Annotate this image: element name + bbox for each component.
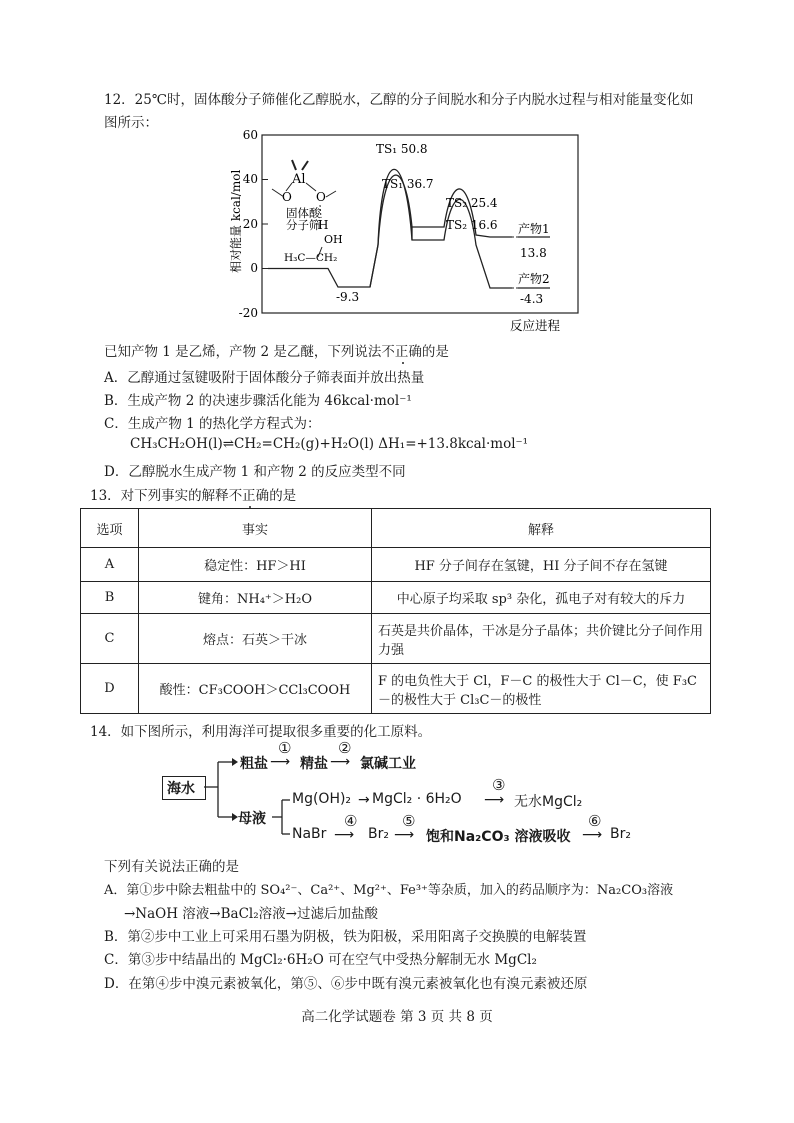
mg-oh2: Mg(OH)₂ <box>292 791 352 807</box>
table-row: D 酸性：CF₃COOH＞CCl₃COOH F 的电负性大于 Cl，F－C 的极性大于 Cl－C，使 F₃C－的极性大于 Cl₃C－的极性 <box>81 664 711 714</box>
chlor-alkali: 氯碱工业 <box>360 756 416 772</box>
na2co3-absorb: 饱和Na₂CO₃ 溶液吸收 <box>426 829 571 845</box>
svg-text:O: O <box>282 190 292 204</box>
svg-text:Al: Al <box>292 172 306 187</box>
x-axis-label: 反应进程 <box>510 318 561 333</box>
crude-salt: 粗盐 <box>240 756 268 772</box>
nabr: NaBr <box>292 826 327 842</box>
step2-marker: ② <box>338 739 352 757</box>
q12-stem-line1: 12．25℃时，固体酸分子筛催化乙醇脱水，乙醇的分子间脱水和分子内脱水过程与相对能量变化如 <box>104 92 694 108</box>
step5-marker: ⑤ <box>402 812 416 830</box>
ytick-20: 20 <box>242 217 258 231</box>
ts2-upper-label: TS₂ 25.4 <box>446 196 498 210</box>
seawater-box: 海水 <box>162 776 206 800</box>
q12-question: 已知产物 1 是乙烯，产物 2 是乙醚，下列说法不正确的是 <box>104 344 449 360</box>
catalyst-structure <box>272 160 343 264</box>
svg-text:固体酸: 固体酸 <box>286 206 321 220</box>
mgcl2-hydrate: MgCl₂ · 6H₂O <box>372 791 462 807</box>
mother-liquor: 母液 <box>238 811 266 827</box>
svg-text:O: O <box>316 190 326 204</box>
svg-text:H: H <box>318 218 329 232</box>
intermediate-label: -9.3 <box>336 290 360 304</box>
q14-option-a-cont: →NaOH 溶液→BaCl₂溶液→过滤后加盐酸 <box>124 906 378 922</box>
energy-diagram <box>200 125 600 335</box>
ts2-lower-label: TS₂ 16.6 <box>446 218 498 232</box>
q12-option-c-equation: CH₃CH₂OH(l)⇌CH₂=CH₂(g)+H₂O(l) ΔH₁=+13.8kcal·mol⁻¹ <box>130 436 529 452</box>
step6-marker: ⑥ <box>588 812 602 830</box>
product1-value: 13.8 <box>520 246 547 260</box>
header-fact: 事实 <box>139 509 372 548</box>
step4-marker: ④ <box>344 812 358 830</box>
table-row: A 稳定性：HF＞HI HF 分子间存在氢键，HI 分子间不存在氢键 <box>81 548 711 582</box>
step3-marker: ③ <box>492 776 506 794</box>
step1-marker: ① <box>278 739 292 757</box>
table-row: C 熔点：石英＞干冰 石英是共价晶体，干冰是分子晶体；共价键比分子间作用力强 <box>81 614 711 664</box>
svg-text:H₃C—CH₂: H₃C—CH₂ <box>284 252 338 264</box>
q12-option-d: D．乙醇脱水生成产物 1 和产物 2 的反应类型不同 <box>104 464 406 480</box>
product1-name: 产物1 <box>518 222 550 236</box>
header-option: 选项 <box>81 509 139 548</box>
header-explanation: 解释 <box>372 509 711 548</box>
q14-stem: 14．如下图所示，利用海洋可提取很多重要的化工原料。 <box>90 724 432 740</box>
ytick-60: 60 <box>242 128 258 142</box>
page-footer: 高二化学试题卷 第 3 页 共 8 页 <box>301 1009 493 1025</box>
curve-upper-ts1 <box>370 175 412 287</box>
q14-option-b: B．第②步中工业上可采用石墨为阴极，铁为阳极，采用阳离子交换膜的电解装置 <box>104 929 587 945</box>
facts-table <box>80 508 711 714</box>
q13-stem: 13．对下列事实的解释不正确的是 <box>90 488 297 504</box>
ts1-upper-label: TS₁ 50.8 <box>376 142 428 156</box>
table-row: B 键角：NH₄⁺＞H₂O 中心原子均采取 sp³ 杂化，孤电子对有较大的斥力 <box>81 582 711 614</box>
y-axis-label: 相对能量 kcal/mol <box>229 169 243 273</box>
refined-salt: 精盐 <box>300 756 328 772</box>
svg-text:OH: OH <box>324 233 343 246</box>
svg-text:分子筛: 分子筛 <box>286 218 321 232</box>
ytick-40: 40 <box>242 172 258 186</box>
q12-option-c: C．生成产物 1 的热化学方程式为： <box>104 416 321 432</box>
q14-option-c: C．第③步中结晶出的 MgCl₂·6H₂O 可在空气中受热分解制无水 MgCl₂ <box>104 952 537 968</box>
anhydrous-mgcl2: 无水MgCl₂ <box>514 794 583 810</box>
ytick-0: 0 <box>250 261 258 275</box>
q12-option-a: A．乙醇通过氢键吸附于固体酸分子筛表面并放出热量 <box>104 370 425 386</box>
ytick-minus20: -20 <box>238 306 258 320</box>
q14-option-d: D．在第④步中溴元素被氧化，第⑤、⑥步中既有溴元素被氧化也有溴元素被还原 <box>104 976 588 992</box>
product2-value: -4.3 <box>520 292 544 306</box>
q14-option-a: A．第①步中除去粗盐中的 SO₄²⁻、Ca²⁺、Mg²⁺、Fe³⁺等杂质，加入的药品顺序为：Na₂CO₃溶液 <box>104 883 674 898</box>
ts1-lower-label: TS₁ 36.7 <box>382 177 434 191</box>
q12-stem-line2: 图所示： <box>104 115 158 131</box>
q14-question: 下列有关说法正确的是 <box>104 859 239 875</box>
table-header-row <box>81 509 711 548</box>
product2-name: 产物2 <box>518 272 550 286</box>
br2-first: Br₂ <box>368 826 389 842</box>
br2-second: Br₂ <box>610 826 631 842</box>
q12-option-b: B．生成产物 2 的决速步骤活化能为 46kcal·mol⁻¹ <box>104 393 412 409</box>
